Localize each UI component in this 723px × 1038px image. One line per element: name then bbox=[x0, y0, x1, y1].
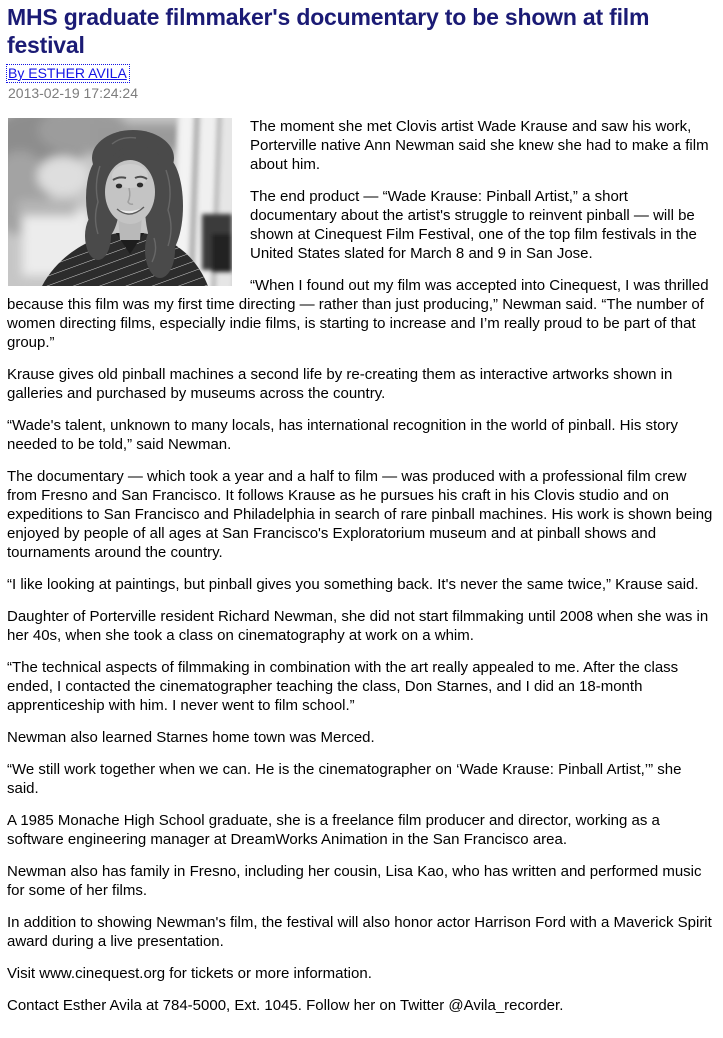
article-paragraph: “When I found out my film was accepted into Cinequest, I was thrilled because this film was my first time directing — rather than just producing,” Newman said. “The number of women directing films, especially indie films, is starting to increase and I’m really proud to be part of that group.” bbox=[7, 277, 709, 351]
article-paragraph: “I like looking at paintings, but pinball gives you something back. It's never the same twice,” Krause said. bbox=[7, 576, 699, 593]
article-paragraph: “The technical aspects of filmmaking in combination with the art really appealed to me. After the class ended, I contacted the cinematographer teaching the class, Don Starnes, and I did an 18-month apprenticeship with him. I never went to film school.” bbox=[7, 659, 679, 714]
article-paragraph: Daughter of Porterville resident Richard Newman, she did not start filmmaking until 2008 when she was in her 40s, when she took a class on cinematography at work on a whim. bbox=[7, 608, 709, 644]
article-paragraph: The end product — “Wade Krause: Pinball Artist,” a short documentary about the artist's struggle to reinvent pinball — will be shown at Cinequest Film Festival, one of the top film festivals in the United States slated for March 8 and 9 in San Jose. bbox=[250, 188, 697, 262]
article-paragraph: Visit www.cinequest.org for tickets or more information. bbox=[7, 965, 372, 982]
article-paragraph: The documentary — which took a year and a half to film — was produced with a professional film crew from Fresno and San Francisco. It follows Krause as he pursues his craft in his Clovis studio and on expeditions to San Francisco and Philadelphia in search of rare pinball machines. His work is shown being enjoyed by people of all ages at San Francisco's Exploratorium museum and at pinball shows and tournaments around the country. bbox=[7, 468, 713, 561]
article-body bbox=[7, 117, 716, 1028]
article-paragraph: Newman also learned Starnes home town was Merced. bbox=[7, 729, 375, 746]
byline-row bbox=[7, 65, 716, 83]
article-paragraph: “We still work together when we can. He is the cinematographer on ‘Wade Krause: Pinball Artist,’” she said. bbox=[7, 761, 682, 797]
article-photo bbox=[8, 118, 232, 286]
page-title: MHS graduate filmmaker's documentary to be shown at film festival bbox=[7, 4, 650, 58]
article-timestamp: 2013-02-19 17:24:24 bbox=[8, 85, 138, 101]
portrait-photo-graphic bbox=[8, 118, 232, 286]
article-paragraph: The moment she met Clovis artist Wade Krause and saw his work, Porterville native Ann Newman said she knew she had to make a film about him. bbox=[250, 118, 709, 173]
article-paragraph: In addition to showing Newman's film, the festival will also honor actor Harrison Ford with a Maverick Spirit award during a live presentation. bbox=[7, 914, 712, 950]
article-paragraph: “Wade's talent, unknown to many locals, has international recognition in the world of pinball. His story needed to be told,” said Newman. bbox=[7, 417, 678, 453]
byline-link[interactable]: By ESTHER AVILA bbox=[8, 65, 127, 81]
article-paragraph: Newman also has family in Fresno, including her cousin, Lisa Kao, who has written and performed music for some of her films. bbox=[7, 863, 702, 899]
article-paragraph: A 1985 Monache High School graduate, she is a freelance film producer and director, working as a software engineering manager at DreamWorks Animation in the San Francisco area. bbox=[7, 812, 660, 848]
article-paragraph: Contact Esther Avila at 784-5000, Ext. 1045. Follow her on Twitter @Avila_recorder. bbox=[7, 997, 564, 1014]
article-paragraph: Krause gives old pinball machines a second life by re-creating them as interactive artworks shown in galleries and purchased by museums across the country. bbox=[7, 366, 673, 402]
